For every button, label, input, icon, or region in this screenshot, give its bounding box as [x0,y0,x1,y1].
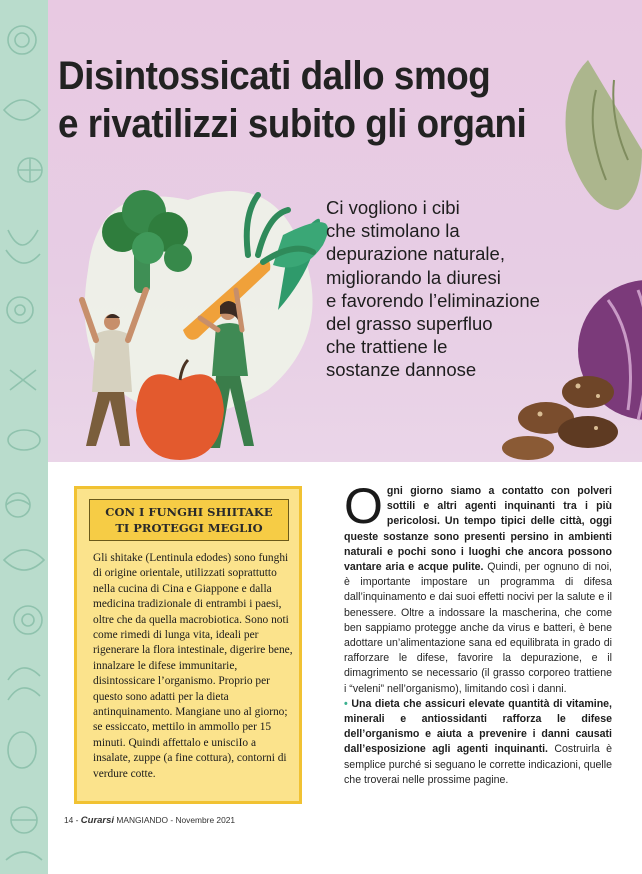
article-intro-bold: gni giorno siamo a contatto con polveri sottili e altri agenti inquinanti tra i più pericolosi. Un tempo tipici delle città, oggi queste sostanze sono presenti persino in ambienti naturali e pochi sono i luoghi che ancora possono vantare aria e acque pulite. [344,485,612,574]
decorative-side-strip [0,0,48,874]
subtitle-line: sostanze dannose [326,359,477,381]
hero-banner [48,0,642,462]
sidebar-heading [89,499,289,541]
article-p2-text: Costruirla è semplice purché si seguano le corrette indicazioni, quelle che troverai nelle prossime pagine. [344,743,613,786]
bullet-marker: • [344,697,348,710]
subtitle-line: e favorendo l’eliminazione [326,289,540,311]
magazine-brand: Curarsi [80,815,115,826]
issue-date: - Novembre 2021 [170,815,236,825]
page-title [58,52,536,148]
subtitle-line: che stimolano la [326,220,460,242]
subtitle [326,196,596,382]
subtitle-line: depurazione naturale, [326,243,505,265]
sidebar-heading-line-1: CON I FUNGHI SHIITAKE [105,505,273,519]
apple [136,374,224,460]
shiitake-sidebar-box [74,486,302,804]
subtitle-line: Ci vogliono i cibi [326,197,460,218]
article-p2-bold: Una dieta che assicuri elevate quantità di vitamine, minerali e antiossidanti rafforza le difese dell’organismo e aiuta a prevenire i danni causati dall’esposizione agli agenti inquinanti. [344,697,613,756]
page-number: 14 [64,815,74,825]
magazine-name: MANGIANDO [116,815,169,825]
subtitle-line: migliorando la diuresi [326,266,501,288]
title-line-1: Disintossicati dallo smog [58,54,491,98]
article-paragraph-2 [344,697,612,788]
sidebar-body: Gli shitake (Lentinula edodes) sono funghi di origine orientale, utilizzati soprattutto nella cucina di Cina e Giappone e dalla medicina tradizionale di entrambi i paesi, oltre che da quella macrobiotica. Sono noti come rimedi di lunga vita, ideali per rigenerare la flora intestinale, digerire bene, innalzare le difese immunitarie, disintossicare l’organismo. Proprio per questo sono adatti per la dieta antinquinamento. Mangiane uno al giorno; se essiccato, mettilo in ammollo per 15 minuti. Quindi affettalo e unisciIo a insalate, zuppe (a fine cottura), contorni di verdure cotte. [93,552,293,780]
sidebar-heading-line-2: TI PROTEGGI MEGLIO [115,521,263,535]
article-body [344,478,613,788]
page-footer [64,815,235,826]
footer-separator: - [75,815,79,825]
drop-cap: O [344,478,383,534]
subtitle-line: del grasso superfluo [326,313,493,335]
subtitle-line: che trattiene le [326,336,448,358]
article-intro-text: Quindi, per ognuno di noi, è importante impostare un programma di difesa dall’inquinamento e dai suoi effetti nocivi per la salute e il benessere. Oltre a indossare la mascherina, che come ben sappiamo protegge anche da virus e batteri, è bene adottare un’alimentazione sana ed equilibrata in grado di rafforzare le difese, favorire la depurazione, e il dimagrimento se necessario (il grasso corporeo trattiene i “veleni” nell’organismo), limitando così i danni. [344,561,612,695]
article-paragraph-1 [344,478,612,697]
title-line-2: e rivatilizzi subito gli organi [58,102,527,146]
vegetable-doodles-illustration [0,0,48,874]
